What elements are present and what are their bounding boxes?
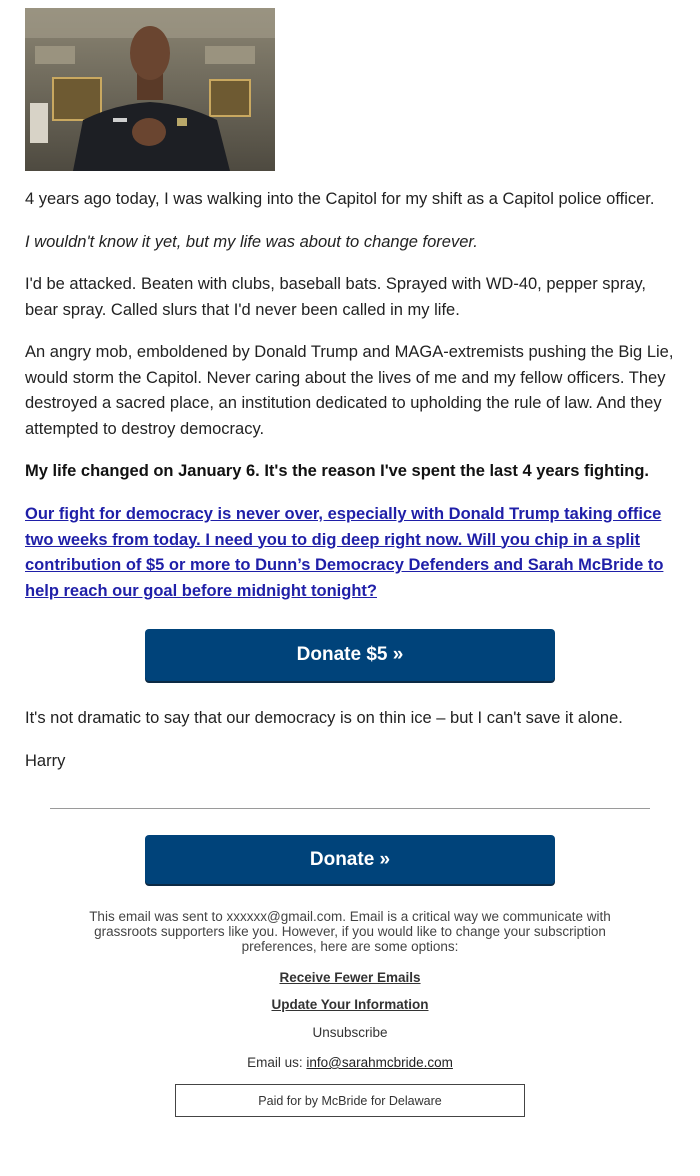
email-us-label: Email us: (247, 1055, 307, 1070)
unsubscribe-link[interactable]: Unsubscribe (312, 1025, 388, 1040)
paid-for-text: Paid for by McBride for Delaware (258, 1093, 442, 1108)
email-address-link[interactable]: info@sarahmcbride.com (306, 1055, 453, 1070)
paragraph-closing: It's not dramatic to say that our democracy is on thin ice – but I can't save it alone. (25, 709, 623, 727)
update-info-link[interactable]: Update Your Information (271, 997, 429, 1012)
photo-officer-icon (25, 8, 275, 171)
email-us-row (0, 1055, 700, 1070)
footer-notice: This email was sent to xxxxxx@gmail.com. Email is a critical way we communicate with grassroots supporters like you. However, if you would like to change your subscription preferences, here are some options: (89, 909, 611, 954)
paragraph-italic: I wouldn't know it yet, but my life was about to change forever. (25, 233, 478, 251)
appeal-link[interactable]: Our fight for democracy is never over, especially with Donald Trump taking office two weeks from today. I need you to dig deep right now. Will you chip in a split contribution of $5 or more to Dunn’s Democracy Defenders and Sarah McBride to help reach our goal before midnight tonight? (25, 505, 664, 600)
paragraph-bold: My life changed on January 6. It's the reason I've spent the last 4 years fighting. (25, 462, 650, 480)
paragraph-intro: 4 years ago today, I was walking into the Capitol for my shift as a Capitol police officer. (25, 190, 655, 208)
hero-photo (25, 8, 275, 171)
paragraph-mob: An angry mob, emboldened by Donald Trump and MAGA-extremists pushing the Big Lie, would storm the Capitol. Never caring about the lives of me and my fellow officers. They destroyed a sacred place, an institution dedicated to upholding the rule of law. And they attempted to destroy democracy. (25, 343, 674, 438)
divider (50, 808, 650, 809)
update-info-row (0, 997, 700, 1012)
fewer-emails-row (0, 970, 700, 985)
signature: Harry (25, 752, 66, 770)
paid-for-box (175, 1084, 525, 1117)
fewer-emails-link[interactable]: Receive Fewer Emails (279, 970, 421, 985)
paragraph-appeal (25, 502, 680, 604)
donate-five-button[interactable]: Donate $5 » (145, 629, 555, 681)
donate-button[interactable]: Donate » (145, 835, 555, 884)
paragraph-attack: I'd be attacked. Beaten with clubs, baseball bats. Sprayed with WD-40, pepper spray, bear spray. Called slurs that I'd never been called in my life. (25, 275, 647, 319)
